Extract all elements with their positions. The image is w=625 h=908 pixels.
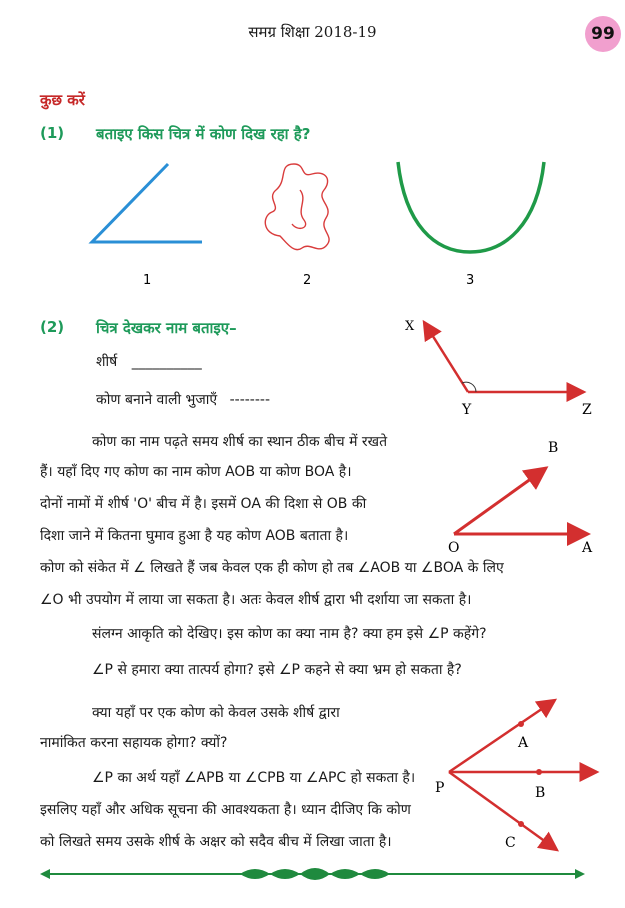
q1-figures [0, 150, 625, 295]
q1-text: बताइए किस चित्र में कोण दिख रहा है? [96, 125, 311, 143]
figure-2-scribble [265, 164, 329, 250]
para5-line-2: इसलिए यहाँ और अधिक सूचना की आवश्यकता है। ध्यान दीजिए कि कोण [40, 802, 411, 818]
para4-line-2: नामांकित करना सहायक होगा? क्यों? [40, 735, 228, 751]
arms-blank: -------- [229, 392, 271, 408]
angle-pabc-figure [435, 690, 620, 865]
label-a2: A [518, 735, 529, 751]
arms-prompt [96, 390, 270, 410]
label-y: Y [462, 402, 472, 418]
ray-pc [449, 772, 557, 850]
para5-line-1: ∠P का अर्थ यहाँ ∠APB या ∠CPB या ∠APC हो सकता है। [92, 770, 416, 786]
para1-line-1: कोण का नाम पढ़ते समय शीर्ष का स्थान ठीक बीच में रखते [92, 434, 388, 450]
point-a [518, 721, 524, 727]
decorative-divider [40, 862, 585, 886]
page-number-badge: 99 [585, 16, 621, 52]
angle-xyz-figure [400, 310, 610, 420]
label-b: B [548, 440, 559, 456]
para1-line-4: दिशा जाने में कितना घुमाव हुआ है यह कोण AOB बताता है। [40, 528, 349, 544]
angle-aob-figure [440, 432, 610, 557]
label-x: X [405, 319, 415, 334]
para2: संलग्न आकृति को देखिए। इस कोण का क्या नाम है? क्या हम इसे ∠P कहेंगे? [92, 626, 487, 642]
para3: ∠P से हमारा क्या तात्पर्य होगा? इसे ∠P कहने से क्या भ्रम हो सकता है? [92, 662, 462, 678]
label-o: O [448, 540, 460, 556]
figure-label-3: 3 [466, 273, 475, 288]
figure-1-angle [92, 164, 202, 242]
vertex-prompt-label: शीर्ष [96, 354, 118, 370]
para1-line-2: हैं। यहाँ दिए गए कोण का नाम कोण AOB या कोण BOA है। [40, 464, 352, 480]
q2-number: (2) [40, 318, 65, 336]
ray-pa [449, 700, 555, 772]
para1-line-5: कोण को संकेत में ∠ लिखते हैं जब केवल एक ही कोण हो तब ∠AOB या ∠BOA के लिए [40, 560, 504, 576]
para1-line-6: ∠O भी उपयोग में लाया जा सकता है। अतः केवल शीर्ष द्वारा भी दर्शाया जा सकता है। [40, 592, 472, 608]
ray-ob [454, 468, 546, 534]
label-a: A [582, 540, 593, 556]
vertex-blank: __________ [131, 354, 202, 370]
para5-line-3: को लिखते समय उसके शीर्ष के अक्षर को सदैव बीच में लिखा जाता है। [40, 834, 392, 850]
activity-heading: कुछ करें [40, 91, 85, 109]
arms-prompt-label: कोण बनाने वाली भुजाएँ [96, 392, 218, 408]
para1-line-3: दोनों नामों में शीर्ष 'O' बीच में है। इसमें OA की दिशा से OB की [40, 496, 367, 512]
q2-text: चित्र देखकर नाम बताइए– [96, 319, 237, 337]
para4-line-1: क्या यहाँ पर एक कोण को केवल उसके शीर्ष द्वारा [92, 705, 340, 721]
figure-3-arc [398, 162, 544, 252]
point-b [536, 769, 542, 775]
point-c [518, 821, 524, 827]
label-c2: C [505, 835, 516, 851]
page-header-title: समग्र शिक्षा 2018-19 [248, 23, 377, 41]
figure-label-1: 1 [143, 273, 152, 288]
figure-label-2: 2 [303, 273, 312, 288]
ray-yx [424, 322, 468, 392]
label-p: P [435, 780, 445, 796]
label-z: Z [582, 402, 592, 418]
vertex-prompt [96, 352, 202, 372]
q1-number: (1) [40, 124, 65, 142]
label-b2: B [535, 785, 546, 801]
